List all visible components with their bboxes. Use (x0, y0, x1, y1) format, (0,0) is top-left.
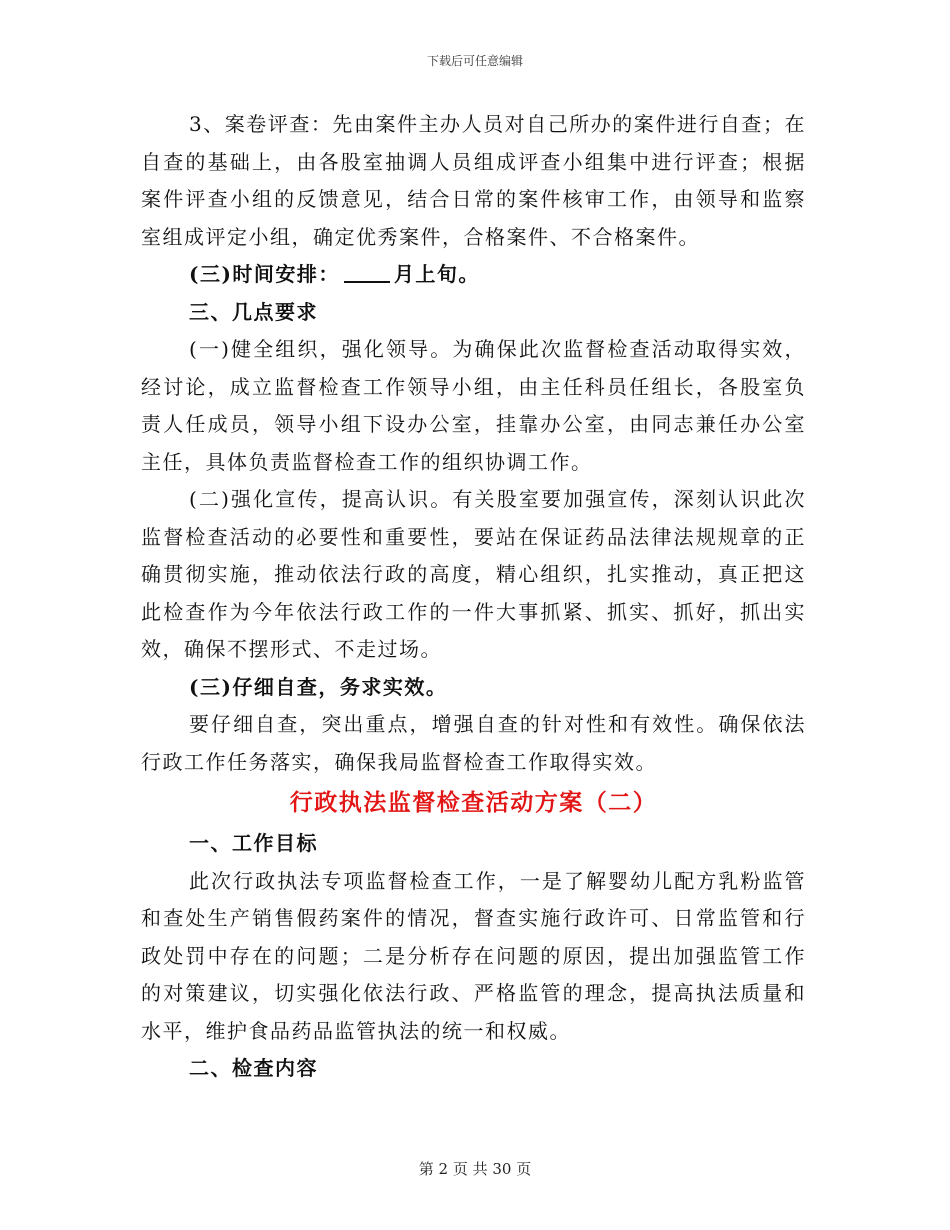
paragraph-organization: (一)健全组织，强化领导。为确保此次监督检查活动取得实效，经讨论，成立监督检查工作领导小组，由主任科员任组长，各股室负责人任成员，领导小组下设办公室，挂靠办公室，由同志兼任办公室主任，具体负责监督检查工作的组织协调工作。 (141, 337, 806, 474)
paragraph-time-schedule (141, 256, 806, 294)
section-title-plan-two: 行政执法监督检查活动方案（二） (289, 789, 658, 816)
paragraph-case-review: 3、案卷评查：先由案件主办人员对自己所办的案件进行自查；在自查的基础上，由各股室抽调人员组成评查小组集中进行评查；根据案件评查小组的反馈意见，结合日常的案件核审工作，由领导和监察室组成评定小组，确定优秀案件，合格案件、不合格案件。 (141, 112, 806, 249)
page-footer: 第 2 页 共 30 页 (418, 1160, 532, 1178)
paragraph-publicity: (二)强化宣传，提高认识。有关股室要加强宣传，深刻认识此次监督检查活动的必要性和重要性，要站在保证药品法律法规规章的正确贯彻实施，推动依法行政的高度，精心组织，扎实推动，真正把这此检查作为今年依法行政工作的一件大事抓紧、抓实、抓好，抓出实效，确保不摆形式、不走过场。 (141, 487, 806, 661)
paragraph-work-goals: 此次行政执法专项监督检查工作，一是了解婴幼儿配方乳粉监管和查处生产销售假药案件的情况，督查实施行政许可、日常监管和行政处罚中存在的问题；二是分析存在问题的原因，提出加强监管工作的对策建议，切实强化依法行政、严格监管的理念，提高执法质量和水平，维护食品药品监管执法的统一和权威。 (141, 868, 806, 1043)
heading-self-inspection: (三)仔细自查，务求实效。 (189, 674, 448, 699)
document-body (141, 106, 806, 1088)
heading-requirements: 三、几点要求 (189, 299, 318, 324)
heading-work-goals: 一、工作目标 (189, 831, 318, 855)
time-schedule-suffix: 月上旬。 (393, 262, 480, 286)
blank-month-field (344, 261, 390, 283)
heading-inspection-content: 二、检查内容 (189, 1056, 318, 1080)
paragraph-self-inspection: 要仔细自查，突出重点，增强自查的针对性和有效性。确保依法行政工作任务落实，确保我局监督检查工作取得实效。 (141, 712, 806, 774)
page-header: 下载后可任意编辑 (426, 54, 523, 68)
time-schedule-label: (三)时间安排： (189, 262, 340, 286)
